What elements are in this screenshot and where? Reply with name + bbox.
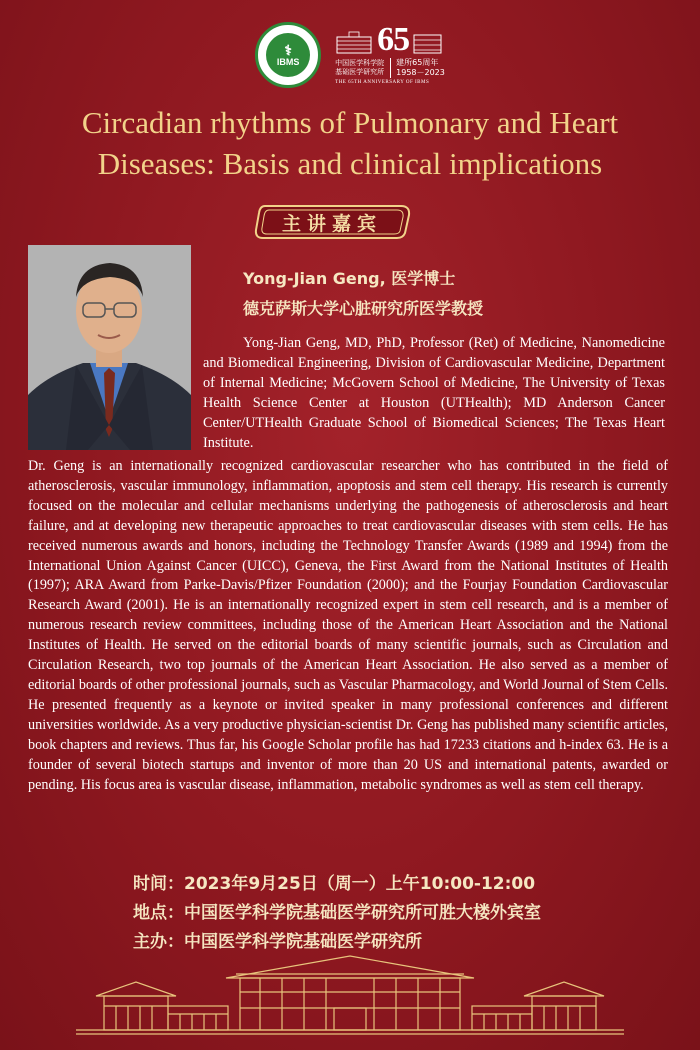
caduceus-icon: ⚕ <box>284 42 292 58</box>
title-line-1: Circadian rhythms of Pulmonary and Heart <box>81 105 619 140</box>
host-value: 中国医学科学院基础医学研究所 <box>184 932 422 952</box>
event-time <box>133 869 535 894</box>
anniversary-logo <box>335 22 445 88</box>
anniversary-cn-right: 建所65周年 1958－2023 <box>390 58 445 78</box>
bio-main: Dr. Geng is an internationally recognized cardiovascular researcher who has contributed in the field of atherosclerosis, vascular immunology, inflammation, apoptosis and stem cell therapy. His research is currently focused on the molecular and cellular mechanisms underlying the pathogenesis of atherosclerosis and heart failure, and at developing new therapeutic approaches to treat cardiovascular diseases with stem cells. He has received numerous awards and honors, including the Technology Transfer Awards (1989 and 1994) from the International Union Against Cancer (UICC), Geneva, the First Award from the National Institutes of Health (1997); ARA Award from Parke-Davis/Pfizer Foundation (2000); and the Fourjay Foundation Cardiovascular Research Award (2001). He is an internationally recognized expert in stem cell research, and is a member of numerous research review committees, including those of the American Heart Association and the National Institutes of Health. He served on the editorial boards of many scientific journals, such as Circulation and Circulation Research, two top journals of the American Heart Association. He also served as a member of editorial boards of other professional journals, such as Vascular Pharmacology, and World Journal of Stem Cells. He presented frequently as a keynote or invited speaker in many professional conferences and different universities worldwide. As a very productive physician-scientist Dr. Geng has published many scientific articles, book chapters and reviews. Thus far, his Google Scholar profile has had 17233 citations and h-index 63. He is a founder of several biotech startups and inventor of more than 20 US and international patents, awarded or pending. His focus area is vascular disease, inflammation, metabolic syndromes as well as stem cell therapy. <box>28 458 668 793</box>
speaker-badge <box>251 203 413 241</box>
anniversary-number: 65 <box>377 21 410 58</box>
anniversary-cn-left: 中国医学科学院 基础医学研究所 <box>335 59 385 76</box>
building-illustration <box>76 948 624 1038</box>
speaker-name: Yong-Jian Geng, 医学博士 <box>243 269 456 288</box>
place-label: 地点： <box>133 903 184 923</box>
bio-intro: Yong-Jian Geng, MD, PhD, Professor (Ret) of Medicine, Nanomedicine and Biomedical Engineering, Division of Cardiovascular Medicine, Department of Internal Medicine; McGovern School of Medicine, The University of Texas Health Science Center at Houston (UTHealth); MD Anderson Cancer Center/UTHealth Graduate School of Biomedical Sciences; The Texas Heart Institute. <box>203 335 665 451</box>
ibms-logo <box>255 22 321 88</box>
talk-title <box>0 102 700 184</box>
speaker-badge-label: 主讲嘉宾 <box>281 212 382 235</box>
ibms-logo-text: IBMS <box>276 57 300 67</box>
time-value: 2023年9月25日（周一）上午10:00-12:00 <box>184 874 536 894</box>
header-logos <box>0 18 700 92</box>
event-place <box>133 898 541 923</box>
place-value: 中国医学科学院基础医学研究所可胜大楼外宾室 <box>184 903 541 923</box>
building-icon <box>335 29 373 55</box>
host-label: 主办： <box>133 932 184 952</box>
title-line-2: Diseases: Basis and clinical implications <box>97 146 603 181</box>
anniversary-en: THE 65TH ANNIVERSARY OF IBMS <box>335 80 430 85</box>
speaker-affiliation: 德克萨斯大学心脏研究所医学教授 <box>243 299 484 318</box>
building-icon-right <box>413 29 443 55</box>
speaker-photo <box>28 245 191 450</box>
time-label: 时间： <box>133 874 184 894</box>
